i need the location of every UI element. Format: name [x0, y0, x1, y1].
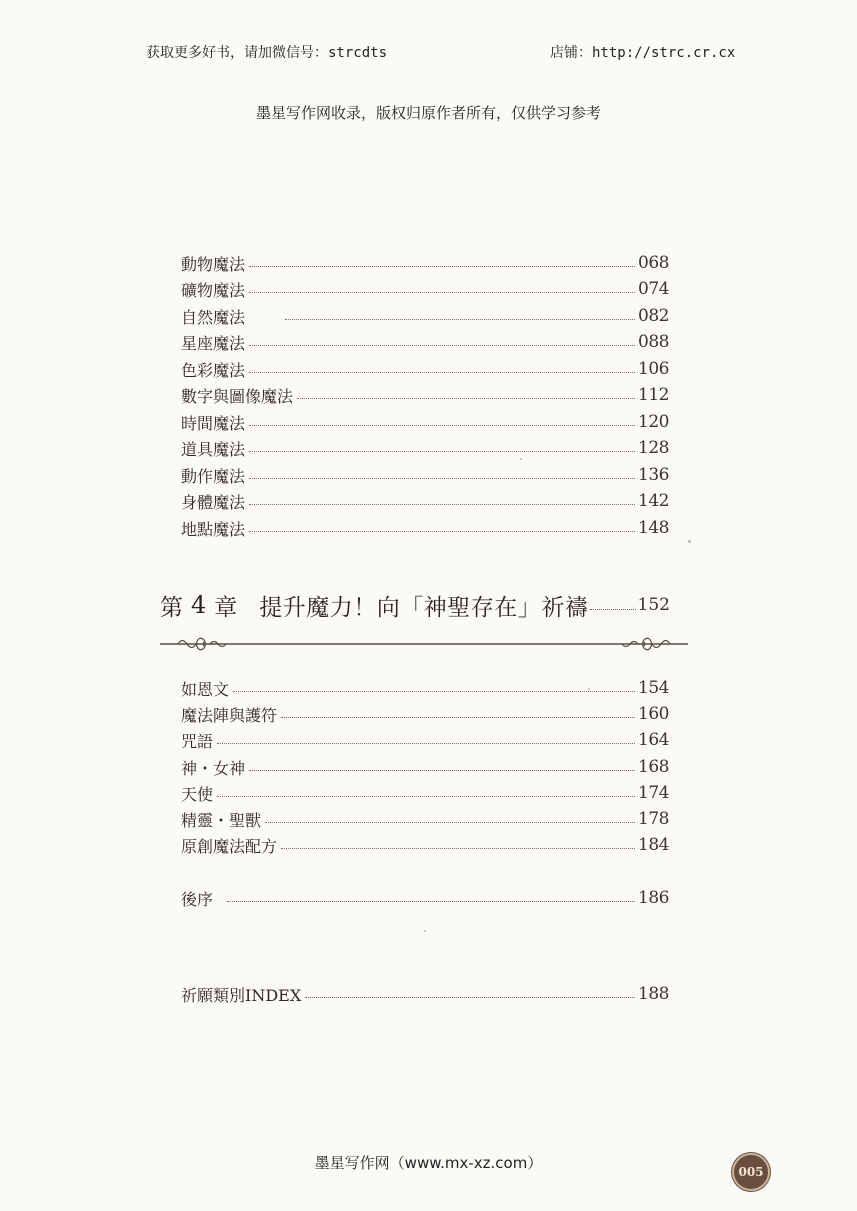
toc-entry-title: 礦物魔法 — [181, 280, 246, 300]
chapter-number: 4 — [191, 591, 207, 619]
toc-entry[interactable] — [181, 277, 669, 301]
toc-entry-title: 精靈・聖獸 — [181, 810, 262, 830]
toc-entry-title: 色彩魔法 — [181, 360, 246, 380]
leader-dots — [249, 770, 635, 771]
chapter-heading[interactable] — [160, 585, 670, 625]
toc-entry-page: 174 — [638, 783, 669, 803]
leader-dots — [285, 319, 635, 320]
chapter-page: 152 — [637, 595, 670, 615]
toc-entry-title: 後序 — [181, 889, 214, 909]
toc-entry-page: 136 — [638, 465, 669, 485]
toc-entry-title: 身體魔法 — [181, 492, 246, 512]
toc-entry[interactable] — [181, 330, 669, 354]
toc-entry-page: 164 — [638, 730, 669, 750]
toc-entry-title: 自然魔法 — [181, 307, 246, 327]
toc-entry-title: 如恩文 — [181, 679, 230, 699]
toc-entry[interactable] — [181, 807, 669, 831]
leader-dots — [227, 901, 635, 902]
leader-dots — [249, 292, 635, 293]
toc-entry-title: 地點魔法 — [181, 519, 246, 539]
toc-entry-page: 082 — [638, 306, 669, 326]
header-wechat-account: strcdts — [328, 45, 388, 61]
toc-entry[interactable] — [181, 755, 669, 779]
leader-dots — [249, 345, 635, 346]
toc-entry[interactable] — [181, 728, 669, 752]
toc-entry-title: 時間魔法 — [181, 413, 246, 433]
toc-entry-page: 088 — [638, 332, 669, 352]
toc-entry-title: 原創魔法配方 — [181, 836, 278, 856]
page-number-badge: 005 — [732, 1153, 770, 1191]
leader-dots — [249, 266, 635, 267]
toc-entry-page: 068 — [638, 253, 669, 273]
toc-entry-title: 星座魔法 — [181, 333, 246, 353]
chapter-suffix: 章 — [214, 594, 238, 621]
paper-speck — [588, 688, 590, 690]
leader-dots — [249, 504, 635, 505]
toc-entry-page: 112 — [638, 385, 669, 405]
chapter-title: 提升魔力！向「神聖存在」祈禱 — [259, 594, 589, 621]
leader-dots — [249, 425, 635, 426]
toc-entry-title: 動作魔法 — [181, 466, 246, 486]
toc-entry-page: 184 — [638, 835, 669, 855]
toc-entry-page: 168 — [638, 757, 669, 777]
toc-entry[interactable] — [181, 357, 669, 381]
leader-dots — [281, 848, 635, 849]
header-wechat-note — [146, 42, 387, 62]
toc-entry-title: 動物魔法 — [181, 254, 246, 274]
toc-entry-page: 154 — [638, 678, 669, 698]
toc-entry-title: 魔法陣與護符 — [181, 705, 278, 725]
header-shop-note — [550, 42, 735, 62]
toc-entry-title: 神・女神 — [181, 758, 246, 778]
leader-dots — [590, 609, 635, 610]
toc-entry[interactable] — [181, 781, 669, 805]
header-wechat-text: 获取更多好书，请加微信号： — [146, 45, 328, 61]
chapter-prefix: 第 — [160, 594, 183, 621]
toc-entry-page: 148 — [638, 518, 669, 538]
toc-entry[interactable] — [181, 436, 669, 460]
toc-entry[interactable] — [181, 383, 669, 407]
paper-speck — [688, 540, 691, 543]
header-shop-label: 店铺： — [550, 45, 592, 61]
toc-entry-title: 祈願類別INDEX — [181, 985, 302, 1005]
header-shop-link[interactable]: http://strc.cr.cx — [592, 45, 736, 61]
toc-entry-afterword[interactable] — [181, 886, 669, 910]
leader-dots — [265, 822, 635, 823]
toc-entry-title: 數字與圖像魔法 — [181, 386, 294, 406]
toc-entry-page: 106 — [638, 359, 669, 379]
toc-entry-page: 178 — [638, 809, 669, 829]
toc-entry-title: 天使 — [181, 784, 214, 804]
leader-dots — [217, 743, 635, 744]
toc-entry-page: 128 — [638, 438, 669, 458]
leader-dots — [281, 717, 635, 718]
toc-entry-page: 074 — [638, 279, 669, 299]
leader-dots — [249, 372, 635, 373]
toc-entry-index[interactable] — [181, 982, 669, 1006]
toc-entry-page: 120 — [638, 412, 669, 432]
toc-entry-page: 188 — [638, 984, 669, 1004]
toc-entry-page: 160 — [638, 704, 669, 724]
toc-entry[interactable] — [181, 304, 669, 328]
toc-entry[interactable] — [181, 463, 669, 487]
leader-dots — [233, 691, 635, 692]
leader-dots — [249, 531, 635, 532]
leader-dots — [305, 997, 635, 998]
paper-speck — [520, 458, 522, 460]
toc-entry-page: 142 — [638, 491, 669, 511]
leader-dots — [249, 478, 635, 479]
footer-site-line: 墨星写作网（www.mx-xz.com） — [314, 1154, 543, 1172]
toc-entry[interactable] — [181, 516, 669, 540]
toc-entry[interactable] — [181, 410, 669, 434]
toc-entry-title: 道具魔法 — [181, 439, 246, 459]
toc-entry[interactable] — [181, 676, 669, 700]
toc-entry[interactable] — [181, 251, 669, 275]
toc-entry[interactable] — [181, 833, 669, 857]
header-copyright-line: 墨星写作网收录，版权归原作者所有，仅供学习参考 — [255, 104, 601, 122]
leader-dots — [249, 451, 635, 452]
leader-dots — [217, 796, 635, 797]
toc-entry-page: 186 — [638, 888, 669, 908]
toc-entry[interactable] — [181, 702, 669, 726]
ornament-divider — [160, 632, 688, 656]
paper-speck — [424, 930, 426, 932]
leader-dots — [297, 398, 635, 399]
toc-entry[interactable] — [181, 489, 669, 513]
toc-entry-title: 咒語 — [181, 731, 214, 751]
